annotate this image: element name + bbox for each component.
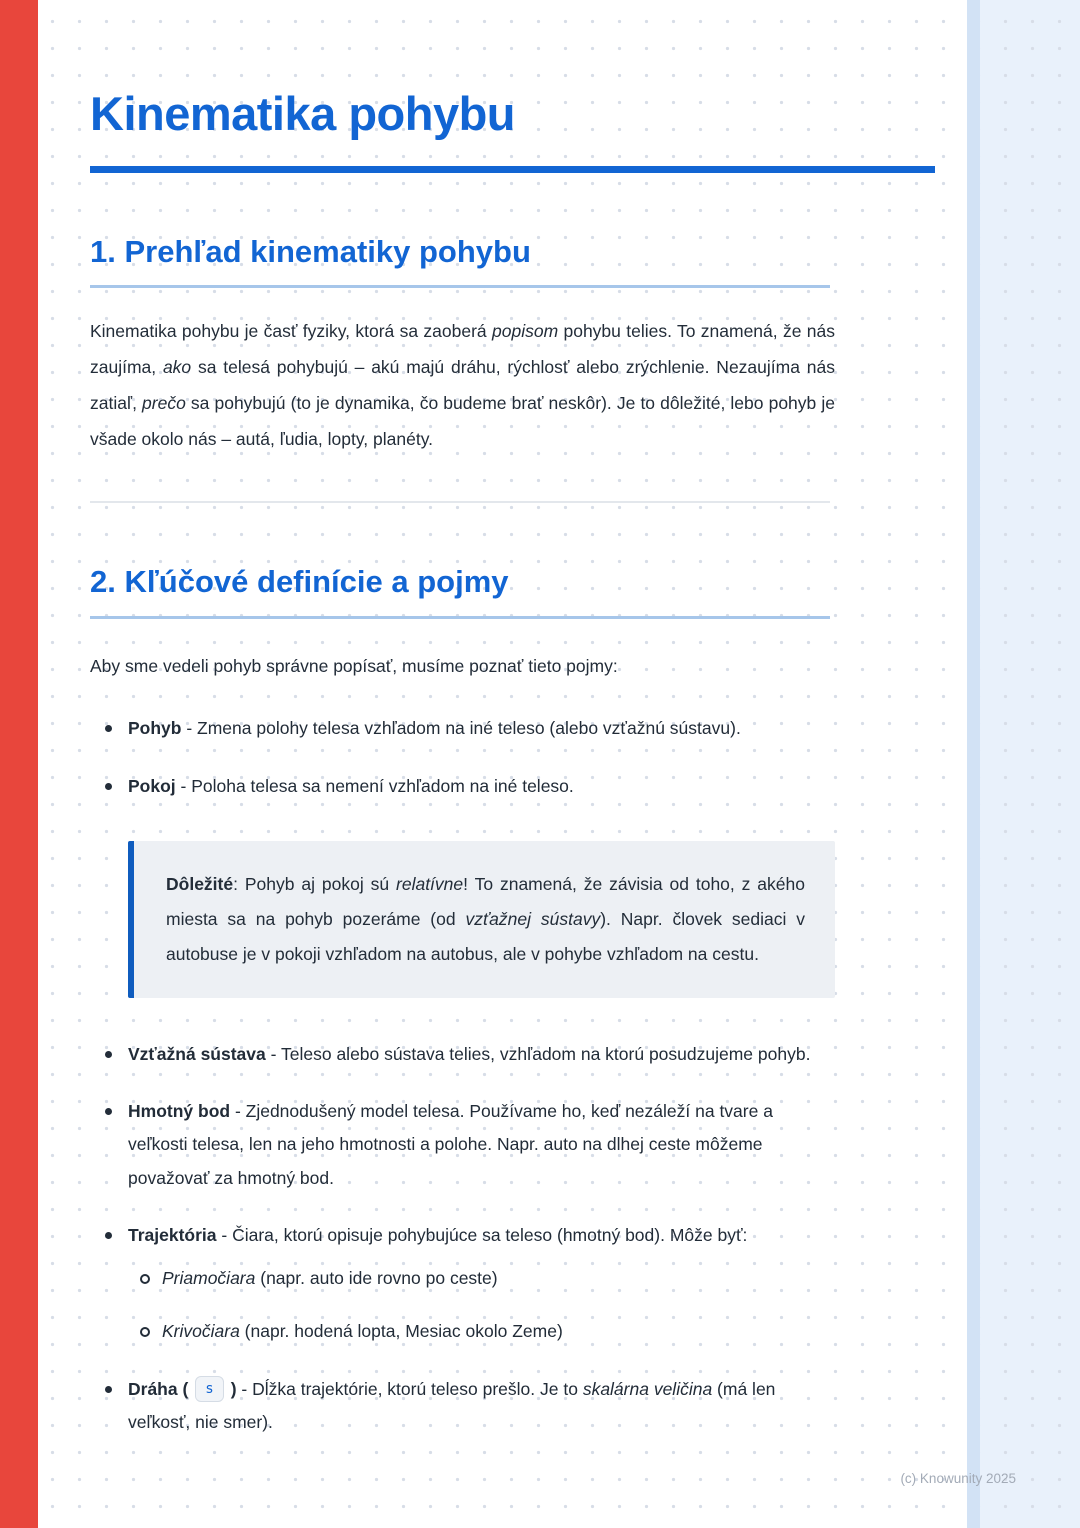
section-heading-2: 2. Kľúčové definície a pojmy [90, 564, 509, 600]
left-red-stripe [0, 0, 38, 1528]
footer-credit: (c) Knowunity 2025 [900, 1471, 1016, 1486]
trajektoria-sublist [128, 1262, 835, 1349]
section-underline-1 [90, 285, 830, 288]
section-1-paragraph: Kinematika pohybu je časť fyziky, ktorá sa zaoberá popisom pohybu telies. To znamená, že nás zaujíma, ako sa telesá pohybujú – akú majú dráhu, rýchlosť alebo zrýchlenie. Nezaujíma nás zatiaľ, prečo sa pohybujú (to je dynamika, čo budeme brať neskôr). Je to dôležité, lebo pohyb je všade okolo nás – autá, ľudia, lopty, planéty. [90, 320, 835, 449]
definitions-list-main [90, 1038, 835, 1439]
page-title: Kinematika pohybu [90, 87, 516, 140]
list-item-pohyb [128, 712, 835, 745]
list-item-text: Krivočiara (napr. hodená lopta, Mesiac okolo Zeme) [162, 1321, 563, 1342]
list-item-trajektoria [128, 1219, 835, 1349]
sub-item-krivociara [162, 1315, 835, 1348]
section-heading-1: 1. Prehľad kinematiky pohybu [90, 233, 531, 269]
list-item-text: Vzťažná sústava - Teleso alebo sústava telies, vzhľadom na ktorú posudzujeme pohyb. [128, 1043, 811, 1064]
section-divider [90, 501, 830, 503]
list-item-text: Pohyb - Zmena polohy telesa vzhľadom na iné teleso (alebo vzťažnú sústavu). [128, 718, 741, 739]
title-rule [90, 166, 935, 173]
list-item-hmotny-bod [128, 1095, 835, 1195]
list-item-text: Hmotný bod - Zjednodušený model telesa. Používame ho, keď nezáleží na tvare a veľkosti telesa, len na jeho hmotnosti a polohe. Napr. auto na dlhej ceste môžeme považovať za hmotný bod. [128, 1101, 773, 1188]
section-underline-2 [90, 616, 830, 619]
right-margin-panel [980, 0, 1080, 1528]
important-callout [128, 841, 835, 998]
list-item-pokoj [128, 770, 835, 803]
right-blue-stripe [967, 0, 980, 1528]
list-item-text: Trajektória - Čiara, ktorú opisuje pohybujúce sa teleso (hmotný bod). Môže byť: [128, 1224, 748, 1245]
list-item-vztazna-sustava [128, 1038, 835, 1071]
document-content [90, 0, 835, 1463]
callout-text: Dôležité: Pohyb aj pokoj sú relatívne! To znamená, že závisia od toho, z akého miesta sa na pohyb pozeráme (od vzťažnej sústavy). Napr. človek sediaci v autobuse je v pokoji vzhľadom na autobus, ale v pohybe vzhľadom na cestu. [166, 873, 805, 964]
section-2-intro: Aby sme vedeli pohyb správne popísať, musíme poznať tieto pojmy: [90, 655, 618, 676]
sub-item-priamociara [162, 1262, 835, 1295]
list-item-text: Pokoj - Poloha telesa sa nemení vzhľadom na iné teleso. [128, 775, 574, 796]
list-item-text: Priamočiara (napr. auto ide rovno po ceste) [162, 1268, 498, 1289]
list-item-draha [128, 1373, 835, 1440]
list-item-text: Dráha ( s ) - Dĺžka trajektórie, ktorú teleso prešlo. Je to skalárna veličina (má len veľkosť, nie smer). [128, 1379, 775, 1432]
definitions-list-top [90, 712, 835, 803]
